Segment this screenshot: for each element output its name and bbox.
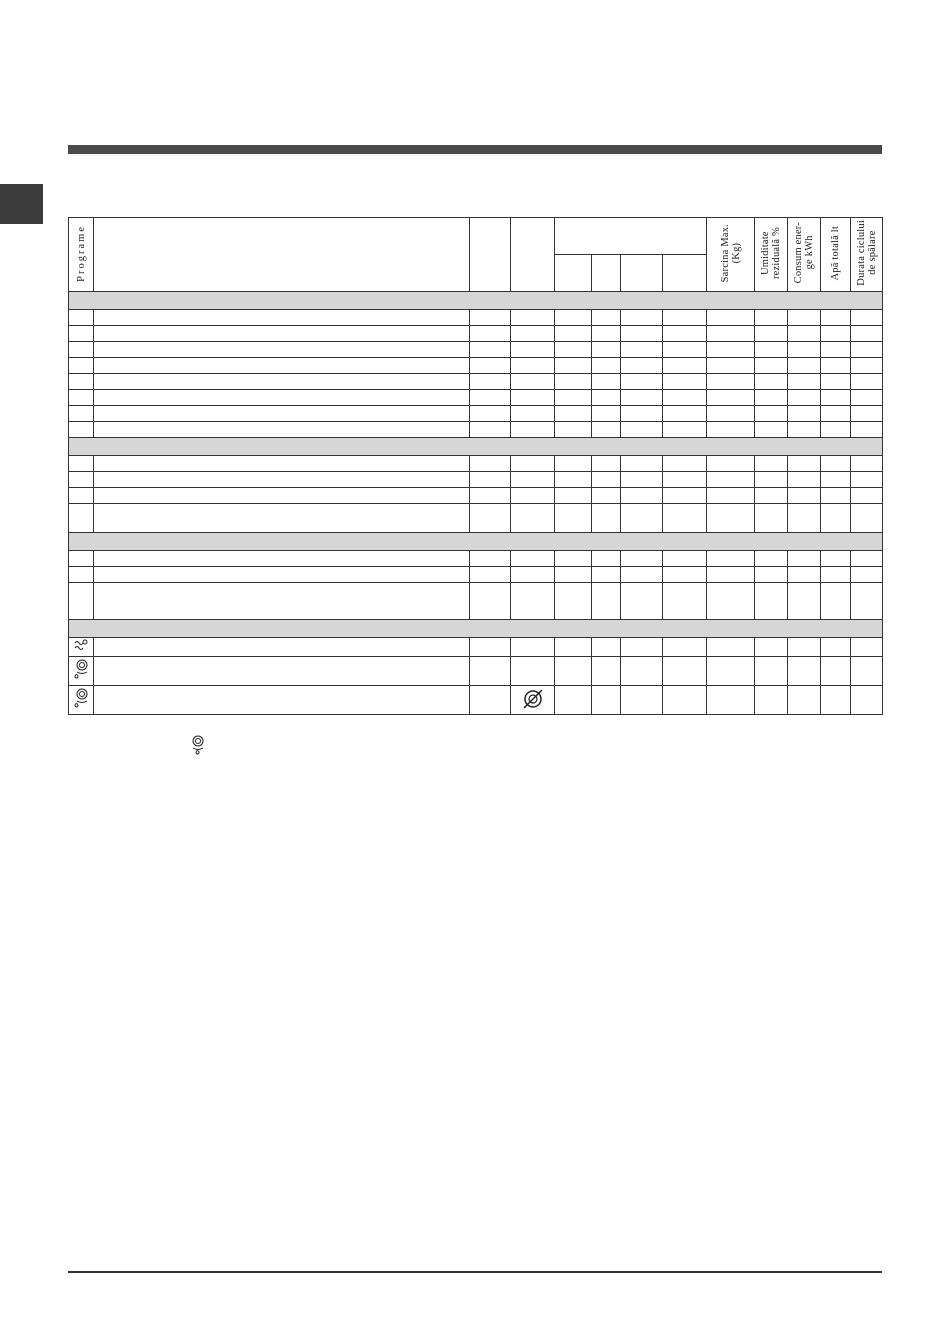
water-header: Apă totală lt xyxy=(821,218,851,292)
table-row xyxy=(69,504,883,533)
table-row xyxy=(69,686,883,715)
table-row xyxy=(69,374,883,390)
easy-iron-icon xyxy=(69,638,94,657)
drain-only-icon xyxy=(69,686,94,715)
table-row xyxy=(69,488,883,504)
energy-header: Consum ener- ge kWh xyxy=(788,218,821,292)
table-row xyxy=(69,551,883,567)
table-row xyxy=(69,358,883,374)
residual-moisture-header: Umiditate reziduală % xyxy=(755,218,788,292)
duration-header: Durata ciclului de spălare xyxy=(851,218,883,292)
header-bar xyxy=(68,145,882,154)
footer-rule xyxy=(68,1271,882,1273)
table-row xyxy=(69,583,883,620)
max-load-header: Sarcina Max. (Kg) xyxy=(707,218,755,292)
temperature-header xyxy=(511,218,555,292)
table-row xyxy=(69,472,883,488)
knob-header xyxy=(470,218,511,292)
table-row xyxy=(69,406,883,422)
table-row xyxy=(69,310,883,326)
table-row xyxy=(69,638,883,657)
table-row xyxy=(69,422,883,438)
table-row xyxy=(69,390,883,406)
wash-header xyxy=(592,255,621,292)
header-row xyxy=(69,218,883,255)
programme-header: Programe xyxy=(69,218,94,292)
spin-icon xyxy=(188,733,208,761)
bleach-header xyxy=(621,255,663,292)
table-row xyxy=(69,326,883,342)
prewash-header xyxy=(555,255,592,292)
section-row xyxy=(69,533,883,551)
table-row xyxy=(69,657,883,686)
softener-header xyxy=(663,255,707,292)
detergents-header xyxy=(555,218,707,255)
table-row xyxy=(69,342,883,358)
description-header xyxy=(94,218,470,292)
section-row xyxy=(69,620,883,638)
no-spin-icon xyxy=(511,686,555,715)
section-row xyxy=(69,292,883,310)
programs-table xyxy=(68,217,883,715)
section-row xyxy=(69,438,883,456)
table-row xyxy=(69,567,883,583)
table-row xyxy=(69,456,883,472)
spin-drain-icon xyxy=(69,657,94,686)
language-tab xyxy=(0,184,43,224)
